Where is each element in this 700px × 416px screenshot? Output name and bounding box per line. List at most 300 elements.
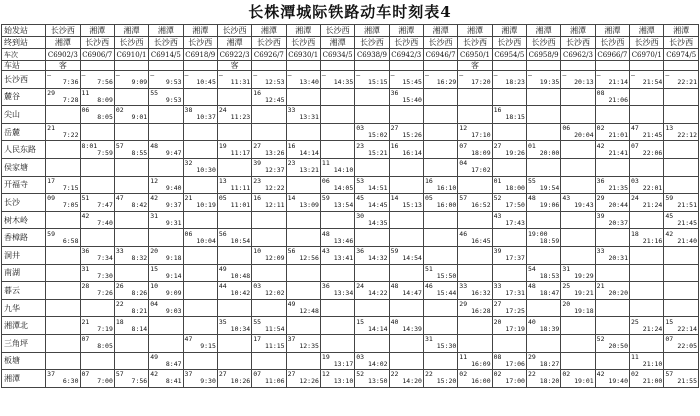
- time-cell: [423, 123, 457, 141]
- departure-time: 22:01: [642, 183, 663, 192]
- arrival-time: 21: [184, 194, 193, 203]
- arrival-time: [355, 301, 388, 308]
- departure-time: [424, 238, 457, 245]
- time-cell: [423, 211, 457, 229]
- time-cell: [423, 352, 457, 370]
- time-cell: [458, 317, 492, 335]
- arrival-time: [184, 354, 217, 361]
- time-cell: [114, 123, 148, 141]
- time-cell: [492, 71, 526, 89]
- station-name: 长沙西: [2, 71, 46, 89]
- time-cell: [595, 158, 629, 176]
- departure-time: [184, 290, 217, 297]
- time-cell: [492, 352, 526, 370]
- time-cell: [252, 299, 286, 317]
- time-cell: [389, 211, 423, 229]
- arrival-time: 27: [218, 370, 227, 379]
- arrival-time: [561, 213, 594, 220]
- time-cell: [286, 176, 320, 194]
- time-cell: [389, 370, 423, 388]
- arrival-time: [149, 319, 182, 326]
- departure-time: 8:41: [165, 377, 182, 386]
- departure-time: [287, 326, 320, 333]
- arrival-time: 49: [287, 300, 296, 309]
- time-cell: [423, 106, 457, 124]
- arrival-time: [458, 107, 491, 114]
- time-cell: [492, 246, 526, 264]
- departure-time: [115, 167, 148, 174]
- arrival-time: [46, 143, 79, 150]
- time-cell: [423, 88, 457, 106]
- arrival-time: 52: [493, 194, 502, 203]
- time-cell: [217, 141, 251, 159]
- time-cell: [458, 370, 492, 388]
- arrival-time: 07: [81, 370, 90, 379]
- time-cell: [217, 246, 251, 264]
- departure-time: [81, 185, 114, 192]
- time-cell: [80, 123, 114, 141]
- time-cell: [149, 352, 183, 370]
- time-cell: [320, 282, 354, 300]
- time-cell: [355, 176, 389, 194]
- time-cell: [217, 299, 251, 317]
- time-cell: [526, 71, 560, 89]
- arrival-time: [115, 336, 148, 343]
- operation-note-cell: 客: [458, 61, 492, 71]
- arrival-time: —: [287, 71, 292, 80]
- departure-time: 19:01: [574, 377, 594, 386]
- arrival-time: [630, 107, 663, 114]
- arrival-time: [424, 301, 457, 308]
- time-cell: [46, 264, 80, 282]
- departure-time: 9:14: [165, 271, 182, 280]
- terminal-label: 终到站: [2, 37, 46, 49]
- time-cell: [389, 264, 423, 282]
- departure-time: [664, 150, 698, 157]
- terminal-station-cell: 长沙西: [389, 37, 423, 49]
- departure-time: 8:09: [97, 95, 113, 104]
- departure-time: 21:06: [608, 95, 629, 104]
- departure-time: [321, 114, 354, 121]
- time-cell: [389, 282, 423, 300]
- arrival-time: 46: [424, 282, 433, 291]
- arrival-time: 43: [493, 212, 502, 221]
- time-cell: [183, 317, 217, 335]
- departure-time: 7:05: [62, 201, 79, 210]
- arrival-time: 23: [287, 159, 296, 168]
- terminal-station-cell: 湘潭: [217, 37, 251, 49]
- departure-time: [527, 167, 560, 174]
- time-cell: [389, 176, 423, 194]
- time-cell: [630, 352, 664, 370]
- time-cell: [149, 194, 183, 212]
- departure-time: [81, 132, 114, 139]
- time-cell: [252, 88, 286, 106]
- time-cell: [46, 88, 80, 106]
- departure-time: [664, 167, 698, 174]
- departure-time: 19:21: [574, 289, 594, 298]
- departure-time: [321, 220, 354, 227]
- departure-time: [424, 167, 457, 174]
- arrival-time: [287, 125, 320, 132]
- arrival-time: [493, 125, 526, 132]
- station-row: [2, 334, 699, 352]
- arrival-time: 21: [81, 317, 90, 326]
- time-cell: [389, 141, 423, 159]
- station-row: [2, 158, 699, 176]
- departure-time: [596, 273, 629, 280]
- departure-time: 13:31: [299, 113, 319, 122]
- arrival-time: 35: [218, 317, 227, 326]
- arrival-time: —: [81, 71, 86, 80]
- departure-time: 21:55: [677, 377, 697, 386]
- terminal-station-cell: 长沙西: [355, 37, 389, 49]
- arrival-time: 27: [493, 300, 502, 309]
- arrival-time: 43: [562, 194, 571, 203]
- departure-time: 19:40: [608, 377, 629, 386]
- arrival-time: [561, 248, 594, 255]
- time-cell: [458, 158, 492, 176]
- departure-time: [287, 220, 320, 227]
- arrival-time: [424, 213, 457, 220]
- time-cell: [355, 211, 389, 229]
- time-cell: [595, 194, 629, 212]
- arrival-time: [527, 107, 560, 114]
- time-cell: [492, 176, 526, 194]
- departure-time: 13:41: [333, 254, 354, 263]
- departure-time: [115, 185, 148, 192]
- departure-time: [218, 132, 251, 139]
- departure-time: 8:32: [131, 254, 148, 263]
- departure-time: [390, 361, 423, 368]
- departure-time: 7:56: [131, 377, 148, 386]
- arrival-time: 06: [184, 229, 193, 238]
- time-cell: [80, 370, 114, 388]
- time-cell: [389, 88, 423, 106]
- time-cell: [320, 176, 354, 194]
- time-cell: [183, 141, 217, 159]
- departure-time: 18:53: [539, 271, 560, 280]
- arrival-time: 10: [150, 282, 159, 291]
- origin-station-cell: 湘潭: [526, 25, 560, 37]
- train-label: 车次: [2, 49, 46, 61]
- departure-time: 17:25: [505, 307, 525, 316]
- departure-time: 7:28: [62, 95, 79, 104]
- arrival-time: 05: [424, 194, 433, 203]
- station-name: 岳麓: [2, 123, 46, 141]
- time-cell: [630, 106, 664, 124]
- arrival-time: —: [527, 71, 532, 80]
- time-cell: [355, 352, 389, 370]
- time-cell: [183, 158, 217, 176]
- departure-time: 15:21: [368, 148, 388, 157]
- arrival-time: 33: [493, 282, 502, 291]
- arrival-time: [664, 248, 698, 255]
- terminal-station-cell: 湘潭: [46, 37, 80, 49]
- time-cell: [46, 229, 80, 247]
- departure-time: [424, 361, 457, 368]
- arrival-time: [46, 283, 79, 290]
- time-cell: [252, 106, 286, 124]
- time-cell: [149, 106, 183, 124]
- departure-time: 17:19: [505, 324, 525, 333]
- time-cell: [561, 352, 595, 370]
- arrival-time: 48: [527, 282, 536, 291]
- arrival-time: [390, 354, 423, 361]
- departure-time: 13:09: [299, 201, 319, 210]
- arrival-time: [149, 160, 182, 167]
- departure-time: [390, 343, 423, 350]
- arrival-time: [321, 319, 354, 326]
- departure-time: [458, 97, 491, 104]
- arrival-time: [493, 231, 526, 238]
- time-cell: [46, 141, 80, 159]
- arrival-time: 47: [631, 124, 639, 133]
- departure-time: [596, 326, 629, 333]
- arrival-time: [81, 178, 114, 185]
- arrival-time: [184, 319, 217, 326]
- arrival-time: 07: [665, 335, 674, 344]
- time-cell: [252, 352, 286, 370]
- time-cell: [286, 106, 320, 124]
- arrival-time: —: [150, 71, 155, 80]
- departure-time: [493, 343, 526, 350]
- departure-time: [46, 361, 79, 368]
- time-cell: [630, 229, 664, 247]
- terminal-station-cell: 长沙西: [80, 37, 114, 49]
- time-cell: [630, 123, 664, 141]
- departure-time: 7:00: [97, 377, 113, 386]
- arrival-time: 29: [596, 194, 605, 203]
- departure-time: [149, 343, 182, 350]
- time-cell: [217, 264, 251, 282]
- arrival-time: 02: [562, 370, 571, 379]
- departure-time: [664, 114, 698, 121]
- time-cell: [595, 123, 629, 141]
- departure-time: 18:15: [505, 113, 525, 122]
- departure-time: 11:31: [230, 78, 251, 87]
- arrival-time: [458, 90, 491, 97]
- arrival-time: [149, 107, 182, 114]
- time-cell: [252, 194, 286, 212]
- time-cell: [320, 246, 354, 264]
- departure-time: [630, 308, 663, 315]
- arrival-time: 39: [493, 247, 502, 256]
- arrival-time: [527, 160, 560, 167]
- departure-time: 21:35: [608, 183, 629, 192]
- terminal-station-cell: 长沙西: [664, 37, 699, 49]
- time-cell: [80, 264, 114, 282]
- time-cell: [217, 88, 251, 106]
- time-cell: [355, 264, 389, 282]
- departure-time: 15:50: [436, 271, 457, 280]
- arrival-time: [527, 213, 560, 220]
- departure-time: 16:32: [471, 289, 491, 298]
- departure-time: 14:54: [402, 254, 422, 263]
- arrival-time: [184, 301, 217, 308]
- departure-time: 21:14: [608, 78, 629, 87]
- operation-note-cell: [80, 61, 114, 71]
- arrival-time: [321, 301, 354, 308]
- time-cell: [492, 229, 526, 247]
- time-cell: [355, 123, 389, 141]
- departure-time: 11:06: [265, 377, 285, 386]
- departure-time: [355, 273, 388, 280]
- departure-time: 14:14: [368, 324, 388, 333]
- departure-time: 18:20: [539, 377, 560, 386]
- train-number-cell: C6926/7: [252, 49, 286, 61]
- arrival-time: [390, 160, 423, 167]
- time-cell: [526, 264, 560, 282]
- departure-time: [424, 255, 457, 262]
- arrival-time: [424, 107, 457, 114]
- time-cell: [595, 229, 629, 247]
- arrival-time: [390, 213, 423, 220]
- time-cell: [80, 334, 114, 352]
- station-row: [2, 317, 699, 335]
- train-number-cell: C6938/9: [355, 49, 389, 61]
- arrival-time: 27: [493, 141, 502, 150]
- time-cell: [664, 194, 699, 212]
- time-cell: [114, 194, 148, 212]
- arrival-time: [424, 231, 457, 238]
- time-cell: [252, 264, 286, 282]
- arrival-time: 17: [47, 176, 55, 185]
- terminal-station-cell: 长沙西: [595, 37, 629, 49]
- time-cell: [46, 246, 80, 264]
- arrival-time: [390, 336, 423, 343]
- departure-time: 21:24: [642, 201, 663, 210]
- time-cell: [183, 211, 217, 229]
- arrival-time: [252, 231, 285, 238]
- departure-time: 15:20: [436, 377, 457, 386]
- departure-time: 9:53: [165, 78, 182, 87]
- time-cell: [355, 106, 389, 124]
- departure-time: [287, 273, 320, 280]
- arrival-time: 47: [115, 194, 124, 203]
- station-name: 湘潭北: [2, 317, 46, 335]
- time-cell: [46, 211, 80, 229]
- operation-note-cell: [252, 61, 286, 71]
- origin-station-cell: 长沙西: [46, 25, 80, 37]
- departure-time: 17:37: [505, 254, 525, 263]
- departure-time: 14:20: [402, 377, 422, 386]
- time-cell: [561, 88, 595, 106]
- time-cell: [561, 229, 595, 247]
- station-name: 开福寺: [2, 176, 46, 194]
- departure-time: [355, 308, 388, 315]
- arrival-time: [115, 354, 148, 361]
- departure-time: 9:40: [165, 183, 182, 192]
- departure-time: 12:45: [265, 95, 285, 104]
- page-title: 长株潭城际铁路动车时刻表4: [248, 3, 452, 21]
- departure-time: [664, 255, 698, 262]
- time-cell: [561, 71, 595, 89]
- time-cell: [114, 282, 148, 300]
- arrival-time: [561, 90, 594, 97]
- time-cell: [526, 317, 560, 335]
- arrival-time: 39: [596, 212, 605, 221]
- arrival-time: 19: [218, 141, 227, 150]
- departure-time: 7:59: [97, 148, 113, 157]
- time-cell: [183, 106, 217, 124]
- arrival-time: [287, 319, 320, 326]
- arrival-time: [81, 301, 114, 308]
- time-cell: [389, 246, 423, 264]
- time-cell: [355, 299, 389, 317]
- departure-time: [424, 132, 457, 139]
- arrival-time: 22: [115, 300, 124, 309]
- arrival-time: [218, 213, 251, 220]
- operation-note-cell: [389, 61, 423, 71]
- time-cell: [320, 264, 354, 282]
- departure-time: 17:43: [505, 219, 525, 228]
- terminal-station-cell: 长沙西: [114, 37, 148, 49]
- departure-time: [458, 343, 491, 350]
- departure-time: 7:26: [97, 289, 113, 298]
- arrival-time: [424, 319, 457, 326]
- arrival-time: [252, 301, 285, 308]
- time-cell: [664, 317, 699, 335]
- arrival-time: 36: [596, 176, 605, 185]
- departure-time: 15:44: [436, 289, 457, 298]
- arrival-time: [390, 301, 423, 308]
- origin-station-cell: 长沙西: [217, 25, 251, 37]
- time-cell: [664, 282, 699, 300]
- station-name: 湘潭: [2, 370, 46, 388]
- train-number-cell: C6922/3: [217, 49, 251, 61]
- departure-time: 17:00: [505, 377, 525, 386]
- arrival-time: 07: [81, 335, 90, 344]
- arrival-time: [596, 266, 629, 273]
- time-cell: [320, 299, 354, 317]
- arrival-time: 03: [253, 282, 262, 291]
- arrival-time: [355, 336, 388, 343]
- arrival-time: 08: [493, 352, 502, 361]
- departure-time: [664, 273, 698, 280]
- departure-time: [287, 238, 320, 245]
- arrival-time: —: [253, 71, 258, 80]
- arrival-time: 23: [356, 141, 365, 150]
- arrival-time: [287, 213, 320, 220]
- arrival-time: [664, 107, 698, 114]
- departure-time: 10:48: [230, 271, 251, 280]
- time-cell: [46, 106, 80, 124]
- arrival-time: [46, 266, 79, 273]
- time-cell: [183, 299, 217, 317]
- train-number-cell: C6966/7: [595, 49, 629, 61]
- time-cell: [80, 71, 114, 89]
- departure-time: [321, 132, 354, 139]
- time-cell: [561, 106, 595, 124]
- departure-time: 12:37: [265, 166, 285, 175]
- time-cell: [149, 141, 183, 159]
- departure-time: [561, 255, 594, 262]
- station-name: 麓谷: [2, 88, 46, 106]
- departure-time: 16:45: [471, 236, 491, 245]
- train-number-cell: C6918/9: [183, 49, 217, 61]
- departure-time: [218, 167, 251, 174]
- arrival-time: 02: [493, 370, 502, 379]
- time-cell: [114, 88, 148, 106]
- arrival-time: [81, 231, 114, 238]
- departure-time: 12:35: [299, 342, 319, 351]
- time-cell: [595, 88, 629, 106]
- arrival-time: 33: [459, 282, 468, 291]
- departure-time: [355, 167, 388, 174]
- arrival-time: 22: [390, 370, 399, 379]
- arrival-time: [424, 354, 457, 361]
